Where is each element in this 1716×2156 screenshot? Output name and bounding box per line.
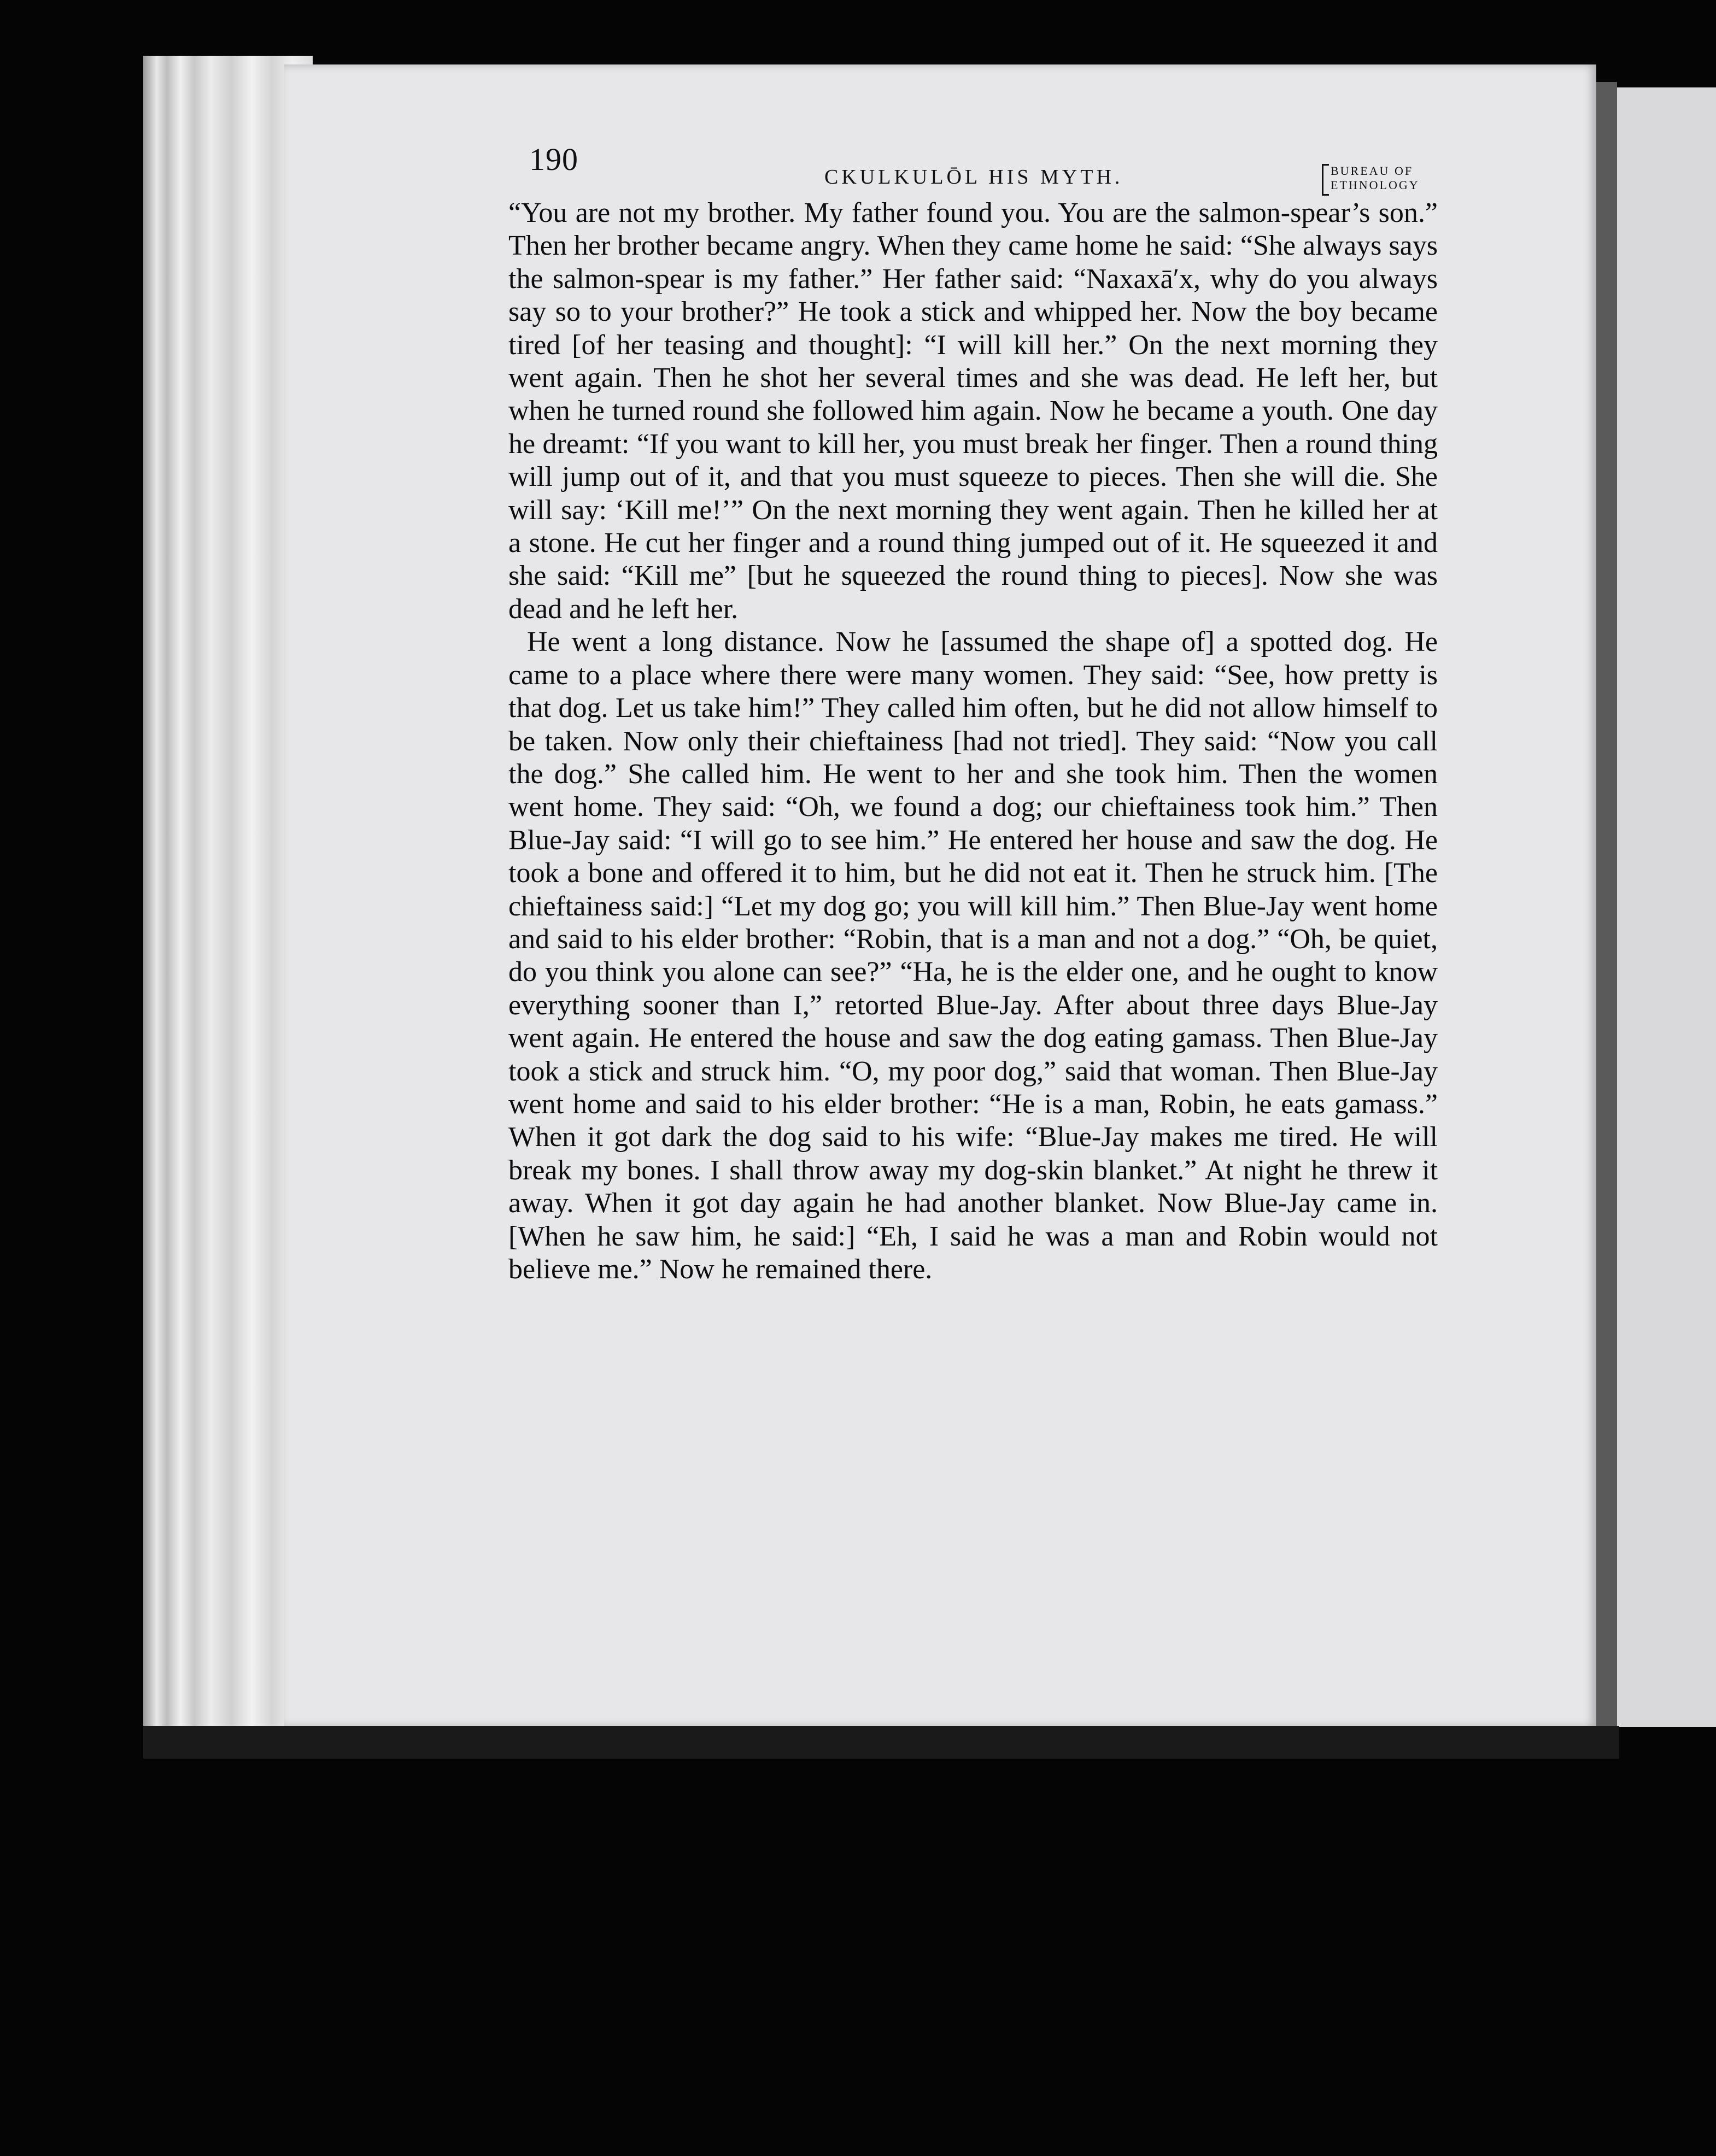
running-head <box>529 141 1469 190</box>
page-bottom-shadow <box>143 1726 1619 1759</box>
body-text <box>508 197 1438 1286</box>
bureau-line-1: BUREAU OF <box>1331 164 1414 178</box>
paragraph: He went a long distance. Now he [assumed the shape of] a spotted dog. He came to a place where there were many women. They said: “See, how pretty is that dog. Let us take him!” They called him often, but he did not allow himself to be taken. Now only their chieftainess [had not tried]. They said: “Now you call the dog.” She called him. He went to her and she took him. Then the women went home. They said: “Oh, we found a dog; our chieftainess took him.” Then Blue-Jay said: “I will go to see him.” He entered her house and saw the dog. He took a bone and offered it to him, but he did not eat it. Then he struck him. [The chieftainess said:] “Let my dog go; you will kill him.” Then Blue-Jay went home and said to his elder brother: “Robin, that is a man and not a dog.” “Oh, be quiet, do you think you alone can see?” “Ha, he is the elder one, and he ought to know everything sooner than I,” retorted Blue-Jay. After about three days Blue-Jay went again. He entered the house and saw the dog eating gamass. Then Blue-Jay took a stick and struck him. “O, my poor dog,” said that woman. Then Blue-Jay went home and said to his elder brother: “He is a man, Robin, he eats gamass.” When it got dark the dog said to his wife: “Blue-Jay makes me tired. He will break my bones. I shall throw away my dog-skin blanket.” At night he threw it away. When it got day again he had another blanket. Now Blue-Jay came in. [When he saw him, he said:] “Eh, I said he was a man and Robin would not believe me.” Now he remained there. <box>508 626 1438 1285</box>
bureau-line-2: ETHNOLOGY <box>1331 178 1420 192</box>
paragraph: “You are not my brother. My father found you. You are the salmon-spear’s son.” Then her brother became angry. When they came home he said: “She always says the salmon-spear is my father.” Her father said: “Naxaxā′x, why do you always say so to your brother?” He took a stick and whipped her. Now the boy became tired [of her teasing and thought]: “I will kill her.” On the next morning they went again. Then he shot her several times and she was dead. He left her, but when he turned round she followed him again. Now he became a youth. One day he dreamt: “If you want to kill her, you must break her finger. Then a round thing will jump out of it, and that you must squeeze to pieces. Then she will die. She will say: ‘Kill me!’” On the next morning they went again. Then he killed her at a stone. He cut her finger and a round thing jumped out of it. He squeezed it and she said: “Kill me” [but he squeezed the round thing to pieces]. Now she was dead and he left her. <box>508 197 1438 625</box>
adjacent-page <box>1617 87 1716 1727</box>
page-number: 190 <box>529 142 578 177</box>
bracket-mark <box>1322 164 1329 196</box>
bureau-label <box>1322 164 1467 192</box>
running-title: CKULKULŌL HIS MYTH. <box>824 166 1123 189</box>
book-gutter <box>1596 82 1617 1727</box>
